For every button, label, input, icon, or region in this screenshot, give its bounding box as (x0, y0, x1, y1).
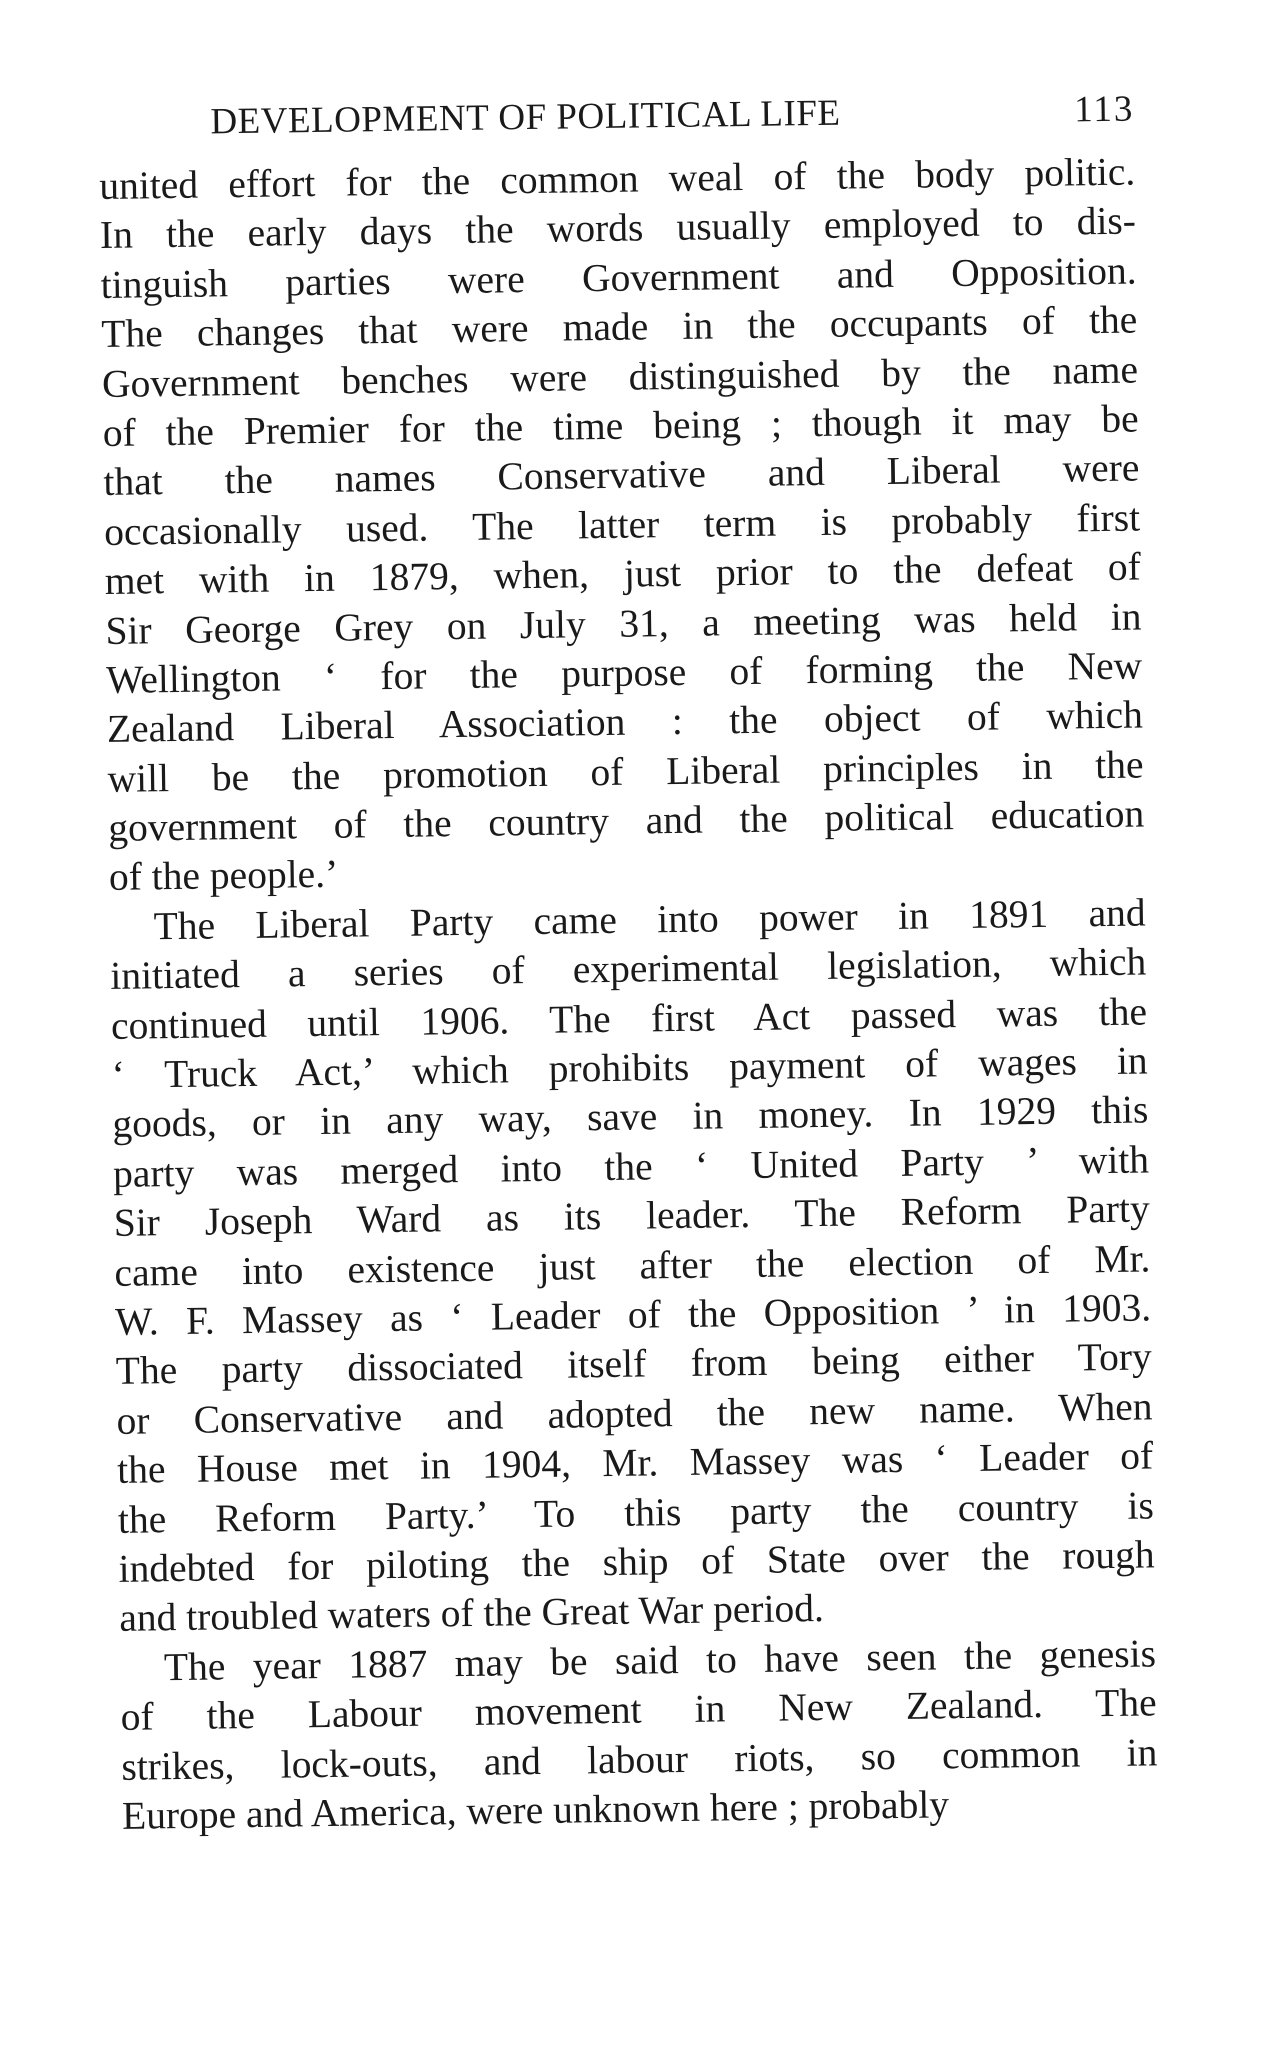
text-line: initiated a series of experimental legislation, which (110, 939, 1147, 999)
text-line: of the people.’ (108, 852, 339, 900)
text-line: that the names Conservative and Liberal were (103, 445, 1140, 505)
text-line: will be the promotion of Liberal principles in the (107, 742, 1144, 801)
paragraph (109, 888, 1155, 1643)
text-line: The party dissociated itself from being either Tory (115, 1334, 1153, 1394)
text-line: Zealand Liberal Association : the object of which (106, 692, 1144, 752)
text-line: indebted for piloting the ship of State over the rough (118, 1532, 1155, 1591)
text-line: of the Premier for the time being ; though it may be (102, 396, 1139, 455)
text-line: Europe and America, were unknown here ; probably (121, 1782, 950, 1838)
text-line: Wellington ‘ for the purpose of forming the New (105, 643, 1143, 702)
text-line: the Reform Party.’ To this party the country is (117, 1482, 1155, 1542)
paragraph (99, 148, 1145, 903)
text-line: ‘ Truck Act,’ which prohibits payment of wages in (111, 1038, 1148, 1097)
text-line: strikes, lock-outs, and labour riots, so common in (121, 1729, 1158, 1789)
text-line: party was merged into the ‘ United Party ’ with (112, 1137, 1150, 1196)
text-line: and troubled waters of the Great War period. (119, 1586, 825, 1641)
running-head (210, 78, 1135, 147)
text-line: of the Labour movement in New Zealand. The (120, 1680, 1157, 1739)
text-line: united effort for the common weal of the body politic. (99, 149, 1136, 208)
text-line: W. F. Massey as ‘ Leader of the Opposition ’ in 1903. (114, 1285, 1152, 1344)
text-line: continued until 1906. The first Act passed was the (110, 989, 1148, 1048)
text-line: goods, or in any way, save in money. In 1929 this (112, 1087, 1149, 1147)
page-number: 113 (1073, 88, 1135, 131)
text-line: the House met in 1904, Mr. Massey was ‘ Leader of (116, 1433, 1154, 1493)
text-line: or Conservative and adopted the new name. When (116, 1384, 1153, 1443)
text-line: The changes that were made in the occupants of the (101, 297, 1138, 357)
paragraph (120, 1629, 1159, 1841)
text-line: The Liberal Party came into power in 1891 and (153, 890, 1146, 949)
text-line: Government benches were distinguished by the name (101, 347, 1139, 406)
text-line: came into existence just after the election of Mr. (114, 1236, 1151, 1295)
book-page (98, 78, 1158, 1842)
text-line: occasionally used. The latter term is probably first (103, 495, 1141, 554)
text-line: Sir Joseph Ward as its leader. The Reform Party (113, 1186, 1151, 1246)
text-line: Sir George Grey on July 31, a meeting was held in (105, 594, 1142, 653)
running-title: DEVELOPMENT OF POLITICAL LIFE (210, 92, 841, 143)
body-text (99, 148, 1158, 1842)
text-line: In the early days the words usually employed to dis- (99, 198, 1137, 258)
text-line: government of the country and the political education (107, 791, 1145, 851)
text-line: tinguish parties were Government and Opposition. (100, 248, 1137, 307)
text-line: The year 1887 may be said to have seen the genesis (163, 1631, 1157, 1689)
text-line: met with in 1879, when, just prior to the defeat of (104, 544, 1142, 604)
